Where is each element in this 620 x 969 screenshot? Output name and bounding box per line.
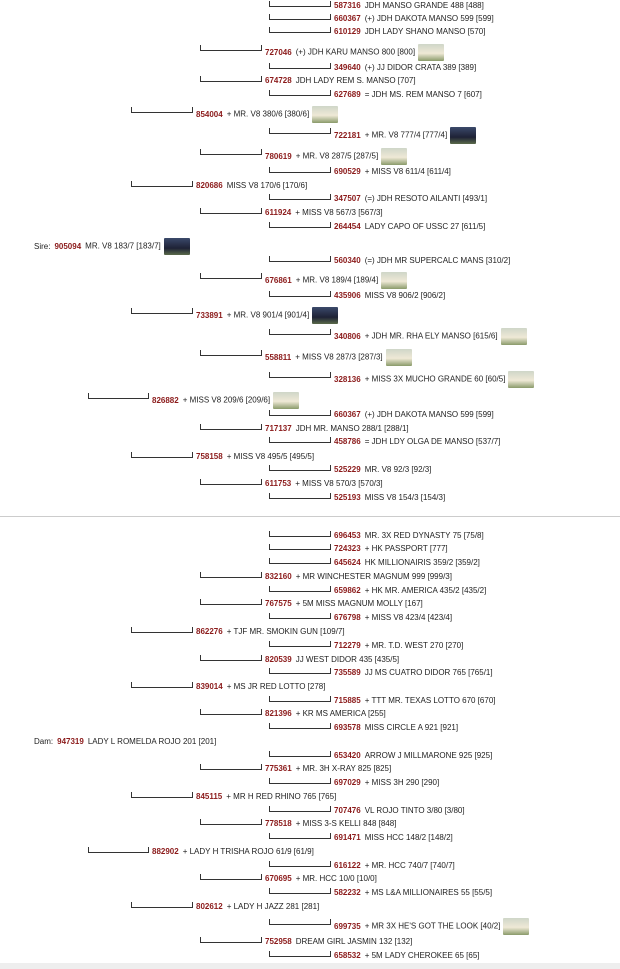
registration-number[interactable]: 947319 <box>57 737 84 746</box>
pedigree-bracket-line <box>269 778 331 784</box>
animal-name: + MR. V8 380/6 [380/6] <box>226 109 310 119</box>
registration-number[interactable]: 611753 <box>265 479 292 488</box>
pedigree-entry[interactable] <box>196 451 314 463</box>
animal-photo-thumbnail[interactable] <box>381 148 407 165</box>
pedigree-bracket-line <box>200 599 262 605</box>
pedigree-bracket-line <box>269 888 331 894</box>
registration-number[interactable]: 775361 <box>265 764 292 773</box>
animal-name: LADY L ROMELDA ROJO 201 [201] <box>87 737 217 746</box>
pedigree-bracket-line <box>269 861 331 867</box>
animal-name: (=) JDH MR SUPERCALC MANS [310/2] <box>364 256 511 265</box>
registration-number[interactable]: 435906 <box>334 291 361 300</box>
pedigree-bracket-line <box>200 273 262 279</box>
registration-number[interactable]: 690529 <box>334 167 361 176</box>
pedigree-entry[interactable] <box>334 722 458 734</box>
pedigree-bracket-line <box>131 792 193 798</box>
animal-name: ARROW J MILLMARONE 925 [925] <box>364 751 493 760</box>
pedigree-bracket-line <box>269 641 331 647</box>
pedigree-entry[interactable] <box>265 349 412 361</box>
registration-number[interactable]: 826882 <box>152 395 179 405</box>
pedigree-entry[interactable] <box>265 272 407 284</box>
pedigree-bracket-line <box>200 208 262 214</box>
animal-photo-thumbnail[interactable] <box>501 328 527 345</box>
animal-name: MISS V8 154/3 [154/3] <box>364 493 446 502</box>
animal-name: + MR. T.D. WEST 270 [270] <box>364 641 464 650</box>
registration-number[interactable]: 722181 <box>334 130 361 140</box>
animal-name: (+) JJ DIDOR CRATA 389 [389] <box>364 63 477 72</box>
pedigree-bracket-line <box>269 558 331 564</box>
pedigree-bracket-line <box>269 951 331 957</box>
registration-number[interactable]: 560340 <box>334 256 361 265</box>
animal-name: + HK PASSPORT [777] <box>364 544 448 553</box>
animal-photo-thumbnail[interactable] <box>508 371 534 388</box>
pedigree-bracket-line <box>269 531 331 537</box>
animal-name: + MS L&A MILLIONAIRES 55 [55/5] <box>364 888 493 897</box>
pedigree-bracket-line <box>269 465 331 471</box>
pedigree-bracket-line <box>200 572 262 578</box>
pedigree-entry[interactable] <box>196 791 336 803</box>
pedigree-bracket-line <box>200 937 262 943</box>
pedigree-entry[interactable] <box>334 436 500 448</box>
pedigree-bracket-line <box>269 27 331 33</box>
registration-number[interactable]: 820539 <box>265 655 292 664</box>
pedigree-bracket-line <box>269 222 331 228</box>
sire-label: Sire: <box>34 241 51 251</box>
animal-name: + MR. 3H X-RAY 825 [825] <box>295 764 392 773</box>
animal-name: LADY CAPO OF USSC 27 [611/5] <box>364 222 486 231</box>
pedigree-entry[interactable] <box>334 492 445 504</box>
pedigree-bracket-line <box>200 764 262 770</box>
pedigree-entry[interactable] <box>265 478 383 490</box>
registration-number[interactable]: 525229 <box>334 465 361 474</box>
animal-name: JJ MS CUATRO DIDOR 765 [765/1] <box>364 668 493 677</box>
pedigree-entry[interactable] <box>334 464 431 476</box>
registration-number[interactable]: 458786 <box>334 437 361 446</box>
registration-number[interactable]: 854004 <box>196 109 223 119</box>
registration-number[interactable]: 699735 <box>334 921 361 931</box>
pedigree-entry[interactable] <box>334 166 451 178</box>
pedigree-bracket-line <box>269 696 331 702</box>
pedigree-entry[interactable] <box>265 818 396 830</box>
pedigree-bracket-line <box>269 751 331 757</box>
pedigree-entry[interactable] <box>334 13 494 25</box>
registration-number[interactable]: 660367 <box>334 410 361 419</box>
animal-photo-thumbnail[interactable] <box>164 238 190 255</box>
footer-bar <box>0 963 620 969</box>
pedigree-entry[interactable] <box>334 0 484 12</box>
animal-name: + MISS V8 209/6 [209/6] <box>182 395 271 405</box>
animal-name: (=) JDH RESOTO AILANTI [493/1] <box>364 194 488 203</box>
registration-number[interactable]: 839014 <box>196 682 223 691</box>
pedigree-entry[interactable] <box>196 626 345 638</box>
pedigree-entry[interactable] <box>265 44 444 56</box>
pedigree-entry[interactable] <box>334 557 480 569</box>
animal-name: + MR WINCHESTER MAGNUM 999 [999/3] <box>295 572 452 581</box>
pedigree-entry[interactable] <box>196 307 338 319</box>
animal-name: DREAM GIRL JASMIN 132 [132] <box>295 937 413 946</box>
pedigree-entry[interactable] <box>334 612 452 624</box>
animal-name: MR. V8 92/3 [92/3] <box>364 465 432 474</box>
registration-number[interactable]: 340806 <box>334 331 361 341</box>
pedigree-entry[interactable] <box>334 585 486 597</box>
animal-name: (+) JDH DAKOTA MANSO 599 [599] <box>364 14 494 23</box>
registration-number[interactable]: 616122 <box>334 861 361 870</box>
registration-number[interactable]: 659862 <box>334 586 361 595</box>
registration-number[interactable]: 862276 <box>196 627 223 636</box>
pedigree-entry[interactable] <box>334 221 485 233</box>
pedigree-entry[interactable] <box>196 180 307 192</box>
animal-name: + MR. V8 287/5 [287/5] <box>295 151 379 161</box>
animal-photo-thumbnail[interactable] <box>273 392 299 409</box>
pedigree-entry[interactable] <box>265 873 377 885</box>
pedigree-entry[interactable] <box>334 777 439 789</box>
pedigree-bracket-line <box>269 167 331 173</box>
registration-number[interactable]: 767575 <box>265 599 292 608</box>
animal-name: MISS HCC 148/2 [148/2] <box>364 833 453 842</box>
pedigree-bracket-line <box>269 256 331 262</box>
animal-name: + MR. HCC 10/0 [10/0] <box>295 874 377 883</box>
animal-name: + MISS V8 567/3 [567/3] <box>295 208 383 217</box>
animal-name: HK MILLIONAIRIS 359/2 [359/2] <box>364 558 480 567</box>
registration-number[interactable]: 707476 <box>334 806 361 815</box>
registration-number[interactable]: 758158 <box>196 452 223 461</box>
pedigree-bracket-line <box>131 682 193 688</box>
pedigree-bracket-line <box>88 393 149 399</box>
pedigree-bracket-line <box>200 149 262 155</box>
registration-number[interactable]: 724323 <box>334 544 361 553</box>
pedigree-bracket-line <box>131 308 193 314</box>
pedigree-entry[interactable] <box>265 75 416 87</box>
registration-number[interactable]: 712279 <box>334 641 361 650</box>
registration-number[interactable]: 653420 <box>334 751 361 760</box>
registration-number[interactable]: 525193 <box>334 493 361 502</box>
pedigree-bracket-line <box>269 544 331 550</box>
animal-name: + MISS 3X MUCHO GRANDE 60 [60/5] <box>364 374 506 384</box>
pedigree-entry[interactable] <box>334 860 455 872</box>
pedigree-entry[interactable] <box>196 901 319 913</box>
pedigree-entry[interactable] <box>265 571 452 583</box>
animal-name: + MISS V8 570/3 [570/3] <box>295 479 383 488</box>
pedigree-bracket-line <box>200 424 262 430</box>
registration-number[interactable]: 832160 <box>265 572 292 581</box>
animal-photo-thumbnail[interactable] <box>450 127 476 144</box>
pedigree-bracket-line <box>269 919 331 925</box>
pedigree-bracket-line <box>269 372 331 378</box>
pedigree-bracket-line <box>269 1 331 7</box>
registration-number[interactable]: 882902 <box>152 847 179 856</box>
animal-photo-thumbnail[interactable] <box>312 307 338 324</box>
animal-name: MISS V8 906/2 [906/2] <box>364 291 446 300</box>
animal-name: JDH MR. MANSO 288/1 [288/1] <box>295 424 409 433</box>
registration-number[interactable]: 611924 <box>265 208 292 217</box>
animal-name: = JDH MS. REM MANSO 7 [607] <box>364 90 482 99</box>
animal-name: + LADY H JAZZ 281 [281] <box>226 902 320 911</box>
pedigree-entry[interactable] <box>334 640 463 652</box>
pedigree-bracket-line <box>200 874 262 880</box>
pedigree-entry[interactable] <box>265 763 391 775</box>
registration-number[interactable]: 780619 <box>265 151 292 161</box>
pedigree-entry[interactable] <box>334 290 445 302</box>
registration-number[interactable]: 587316 <box>334 1 361 10</box>
pedigree-entry[interactable] <box>334 530 484 542</box>
registration-number[interactable]: 676861 <box>265 275 292 285</box>
animal-name: MR. 3X RED DYNASTY 75 [75/8] <box>364 531 484 540</box>
pedigree-entry[interactable] <box>265 654 399 666</box>
animal-name: + MISS V8 287/3 [287/3] <box>295 352 383 362</box>
pedigree-entry[interactable] <box>334 371 534 383</box>
pedigree-bracket-line <box>200 709 262 715</box>
animal-name: MISS V8 170/6 [170/6] <box>226 181 308 190</box>
pedigree-entry[interactable] <box>334 887 492 899</box>
pedigree-bracket-line <box>269 833 331 839</box>
registration-number[interactable]: 802612 <box>196 902 223 911</box>
pedigree-entry[interactable] <box>152 392 299 404</box>
pedigree-bracket-line <box>269 329 331 335</box>
pedigree-bracket-line <box>269 14 331 20</box>
animal-name: JDH LADY SHANO MANSO [570] <box>364 27 486 36</box>
registration-number[interactable]: 658532 <box>334 951 361 960</box>
pedigree-entry[interactable] <box>265 207 383 219</box>
pedigree-entry[interactable] <box>265 936 412 948</box>
registration-number[interactable]: 735589 <box>334 668 361 677</box>
pedigree-entry[interactable] <box>334 543 448 555</box>
animal-name: VL ROJO TINTO 3/80 [3/80] <box>364 806 465 815</box>
animal-name: MISS CIRCLE A 921 [921] <box>364 723 459 732</box>
pedigree-bracket-line <box>131 452 193 458</box>
pedigree-bracket-line <box>200 655 262 661</box>
pedigree-bracket-line <box>269 493 331 499</box>
pedigree-entry[interactable] <box>334 255 510 267</box>
registration-number[interactable]: 778518 <box>265 819 292 828</box>
pedigree-entry[interactable] <box>196 681 325 693</box>
pedigree-entry[interactable] <box>334 950 480 962</box>
registration-number[interactable]: 821396 <box>265 709 292 718</box>
pedigree-entry[interactable] <box>34 736 216 748</box>
pedigree-entry[interactable] <box>334 805 465 817</box>
pedigree-entry[interactable] <box>334 328 527 340</box>
registration-number[interactable]: 905094 <box>54 241 82 251</box>
animal-name: JJ WEST DIDOR 435 [435/5] <box>295 655 400 664</box>
registration-number[interactable]: 660367 <box>334 14 361 23</box>
animal-name: + MR. HCC 740/7 [740/7] <box>364 861 455 870</box>
registration-number[interactable]: 582232 <box>334 888 361 897</box>
pedigree-entry[interactable] <box>265 148 407 160</box>
pedigree-bracket-line <box>200 479 262 485</box>
pedigree-entry[interactable] <box>334 89 482 101</box>
registration-number[interactable]: 328136 <box>334 374 361 384</box>
pedigree-bracket-line <box>269 63 331 69</box>
animal-name: + MR H RED RHINO 765 [765] <box>226 792 337 801</box>
registration-number[interactable]: 627689 <box>334 90 361 99</box>
pedigree-bracket-line <box>200 45 262 51</box>
registration-number[interactable]: 670695 <box>265 874 292 883</box>
pedigree-entry[interactable] <box>334 695 496 707</box>
pedigree-entry[interactable] <box>34 238 190 250</box>
registration-number[interactable]: 610129 <box>334 27 361 36</box>
animal-name: JDH LADY REM S. MANSO [707] <box>295 76 416 85</box>
animal-photo-thumbnail[interactable] <box>503 918 529 935</box>
animal-name: + 5M MISS MAGNUM MOLLY [167] <box>295 599 423 608</box>
registration-number[interactable]: 715885 <box>334 696 361 705</box>
registration-number[interactable]: 727046 <box>265 47 292 57</box>
pedigree-entry[interactable] <box>152 846 314 858</box>
animal-photo-thumbnail[interactable] <box>386 349 412 366</box>
pedigree-bracket-line <box>131 627 193 633</box>
registration-number[interactable]: 645624 <box>334 558 361 567</box>
animal-name: + LADY H TRISHA ROJO 61/9 [61/9] <box>182 847 314 856</box>
pedigree-bracket-line <box>269 410 331 416</box>
pedigree-bracket-line <box>269 437 331 443</box>
animal-name: + JDH MR. RHA ELY MANSO [615/6] <box>364 331 498 341</box>
pedigree-entry[interactable] <box>334 667 493 679</box>
pedigree-entry[interactable] <box>334 127 476 139</box>
animal-name: + MR. V8 777/4 [777/4] <box>364 130 448 140</box>
pedigree-entry[interactable] <box>334 918 529 930</box>
pedigree-bracket-line <box>200 350 262 356</box>
pedigree-entry[interactable] <box>334 193 487 205</box>
registration-number[interactable]: 558811 <box>265 352 292 362</box>
registration-number[interactable]: 693578 <box>334 723 361 732</box>
registration-number[interactable]: 752958 <box>265 937 292 946</box>
registration-number[interactable]: 264454 <box>334 222 361 231</box>
animal-name: + MISS V8 611/4 [611/4] <box>364 167 451 176</box>
registration-number[interactable]: 717137 <box>265 424 292 433</box>
pedigree-entry[interactable] <box>334 26 485 38</box>
pedigree-bracket-line <box>269 194 331 200</box>
dam-label: Dam: <box>34 737 54 746</box>
animal-name: + MISS 3-S KELLI 848 [848] <box>295 819 397 828</box>
animal-photo-thumbnail[interactable] <box>381 272 407 289</box>
pedigree-entry[interactable] <box>334 62 476 74</box>
registration-number[interactable]: 697029 <box>334 778 361 787</box>
registration-number[interactable]: 347507 <box>334 194 361 203</box>
registration-number[interactable]: 820686 <box>196 181 223 190</box>
animal-name: + MISS 3H 290 [290] <box>364 778 440 787</box>
animal-name: (+) JDH DAKOTA MANSO 599 [599] <box>364 410 494 419</box>
animal-name: + MR. V8 189/4 [189/4] <box>295 275 379 285</box>
registration-number[interactable]: 691471 <box>334 833 361 842</box>
animal-name: + TJF MR. SMOKIN GUN [109/7] <box>226 627 345 636</box>
pedigree-entry[interactable] <box>334 409 494 421</box>
pedigree-bracket-line <box>131 181 193 187</box>
animal-photo-thumbnail[interactable] <box>418 44 444 61</box>
registration-number[interactable]: 845115 <box>196 792 223 801</box>
pedigree-entry[interactable] <box>265 598 423 610</box>
registration-number[interactable]: 349640 <box>334 63 361 72</box>
animal-name: = JDH LDY OLGA DE MANSO [537/7] <box>364 437 501 446</box>
animal-name: + MS JR RED LOTTO [278] <box>226 682 326 691</box>
pedigree-bracket-line <box>131 107 193 113</box>
registration-number[interactable]: 733891 <box>196 310 223 320</box>
animal-photo-thumbnail[interactable] <box>312 106 338 123</box>
registration-number[interactable]: 696453 <box>334 531 361 540</box>
pedigree-bracket-line <box>269 668 331 674</box>
pedigree-bracket-line <box>269 806 331 812</box>
registration-number[interactable]: 676798 <box>334 613 361 622</box>
animal-name: (+) JDH KARU MANSO 800 [800] <box>295 47 416 57</box>
animal-name: + TTT MR. TEXAS LOTTO 670 [670] <box>364 696 496 705</box>
pedigree-bracket-line <box>200 819 262 825</box>
animal-name: JDH MANSO GRANDE 488 [488] <box>364 1 484 10</box>
animal-name: MR. V8 183/7 [183/7] <box>85 241 161 251</box>
pedigree-bracket-line <box>269 291 331 297</box>
pedigree-bracket-line <box>269 90 331 96</box>
pedigree-entry[interactable] <box>334 832 453 844</box>
animal-name: + 5M LADY CHEROKEE 65 [65] <box>364 951 480 960</box>
animal-name: + MR 3X HE'S GOT THE LOOK [40/2] <box>364 921 501 931</box>
pedigree-bracket-line <box>269 586 331 592</box>
animal-name: + MISS V8 495/5 [495/5] <box>226 452 315 461</box>
pedigree-bracket-line <box>269 128 331 134</box>
animal-name: + HK MR. AMERICA 435/2 [435/2] <box>364 586 487 595</box>
pedigree-entry[interactable] <box>265 708 386 720</box>
registration-number[interactable]: 674728 <box>265 76 292 85</box>
pedigree-entry[interactable] <box>265 423 409 435</box>
animal-name: + MR. V8 901/4 [901/4] <box>226 310 310 320</box>
pedigree-entry[interactable] <box>196 106 338 118</box>
section-divider <box>0 516 620 517</box>
pedigree-bracket-line <box>269 723 331 729</box>
pedigree-bracket-line <box>200 76 262 82</box>
pedigree-entry[interactable] <box>334 750 492 762</box>
pedigree-bracket-line <box>269 613 331 619</box>
animal-name: + KR MS AMERICA [255] <box>295 709 386 718</box>
pedigree-bracket-line <box>88 847 149 853</box>
animal-name: + MISS V8 423/4 [423/4] <box>364 613 453 622</box>
pedigree-bracket-line <box>131 902 193 908</box>
